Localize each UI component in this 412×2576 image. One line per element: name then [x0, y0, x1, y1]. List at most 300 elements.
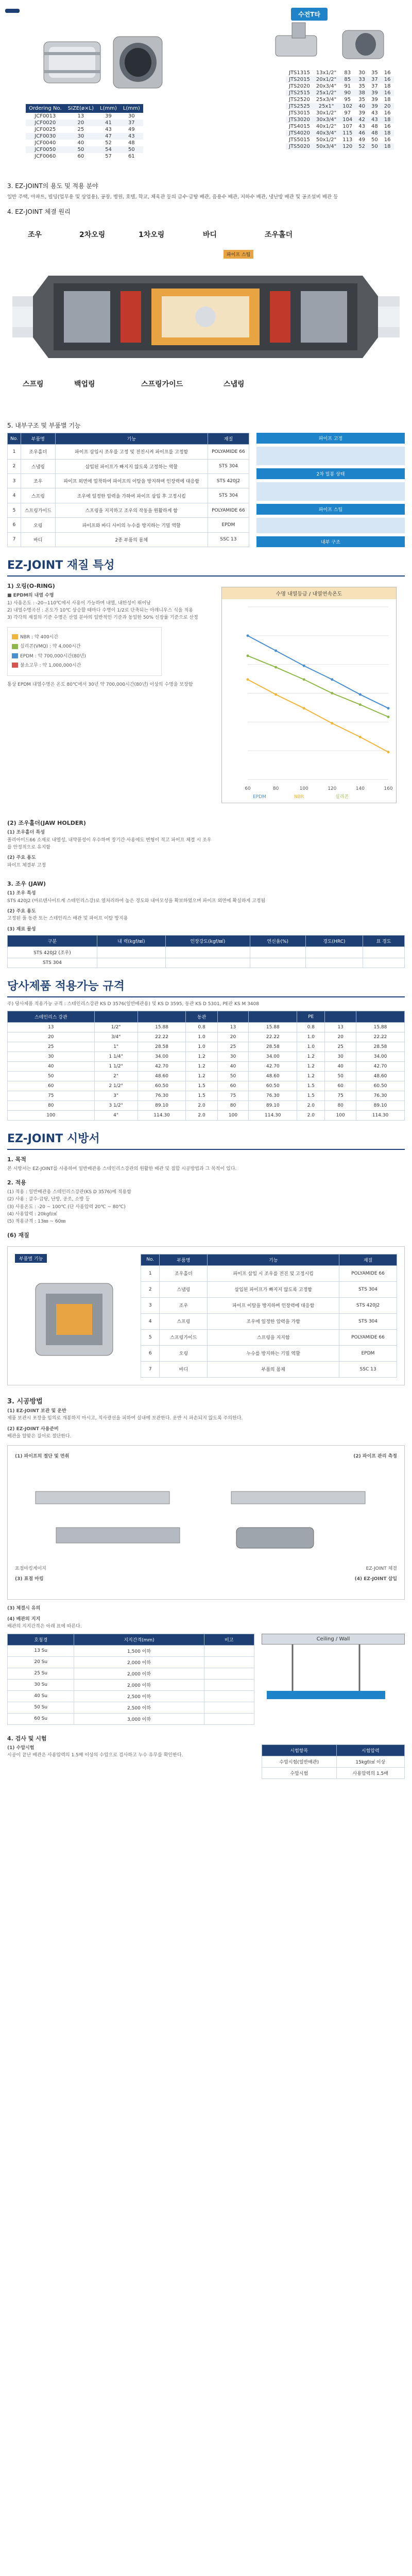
apply-cell: 1.2 — [297, 1062, 325, 1072]
right-product-cell: 20x1/2" — [313, 76, 339, 83]
apply-cell: 2.0 — [186, 1101, 217, 1111]
apply-header-6: PE — [297, 1011, 325, 1023]
support-row — [8, 1713, 254, 1724]
support-cell: 30 Su — [8, 1679, 74, 1690]
structure-table — [7, 433, 249, 547]
structure-cell: 5 — [8, 503, 21, 517]
left-product-cell: 57 — [105, 154, 112, 159]
life-name-4: 불소고무 — [20, 663, 38, 668]
apply-cell: 50 — [8, 1072, 95, 1081]
chart-x-tick: 100 — [299, 786, 308, 792]
parts-header-3: 재질 — [339, 1254, 397, 1265]
material-heading — [7, 547, 405, 577]
coupling-image — [36, 24, 170, 101]
section-structure-title: 5. 내부구조 및 부품별 기능 — [7, 422, 81, 430]
apply-cell: 28.58 — [356, 1042, 405, 1052]
chart-point — [387, 707, 390, 709]
apply-cell: 34.00 — [356, 1052, 405, 1062]
apply-cell: 100 — [325, 1111, 356, 1121]
right-product-cell: 48 — [368, 130, 381, 137]
manual-s1: 본 시방서는 EZ-JOINT를 사용하여 일반배관용 스테인리스강관의 원활한 배관 및 접합 시공방법과 그 목적이 있다. — [7, 1166, 237, 1172]
test-body: 시공이 끝난 배관은 사용압력의 1.5배 이상의 수압으로 검사하고 누수 유무를 확인한다. — [7, 1752, 183, 1758]
support-row — [8, 1679, 254, 1690]
apply-header-5 — [249, 1011, 297, 1023]
right-product-cell: 30 — [358, 70, 366, 76]
structure-cell: 바디 — [21, 532, 56, 547]
holder-use-title: (2) 주요 용도 — [7, 855, 36, 861]
right-product-cell: 85 — [339, 76, 355, 83]
right-product-cell: 16 — [384, 124, 391, 129]
test-cell: 사용압력의 1.5배 — [336, 1767, 404, 1778]
chart-point — [359, 736, 362, 738]
test-cell: 수압시험(일반배관) — [262, 1756, 337, 1767]
apply-cell: 30 — [325, 1052, 356, 1062]
apply-cell: 76.30 — [249, 1091, 297, 1101]
material-section — [0, 577, 412, 814]
apply-row — [8, 1072, 405, 1081]
support-cell: 25 Su — [8, 1668, 74, 1679]
apply-cell: 15.88 — [249, 1023, 297, 1032]
left-product-cell: 25 — [77, 127, 84, 132]
apply-cell: 3" — [94, 1091, 138, 1101]
apply-cell: 34.00 — [138, 1052, 186, 1062]
label-spring: 스프링 — [23, 380, 44, 389]
step-3: (3) 표점 마킹 — [15, 1577, 44, 1582]
manual-s2 — [7, 1189, 405, 1226]
apply-cell: 22.22 — [356, 1032, 405, 1042]
right-product-cell: 33 — [355, 76, 368, 83]
right-product-cell: JTS5015 — [289, 137, 310, 143]
left-product-cell: 39 — [105, 113, 112, 119]
apply-cell: 22.22 — [249, 1032, 297, 1042]
support-cell: 13 Su — [8, 1645, 74, 1656]
label-body: 바디 — [203, 231, 217, 240]
structure-row — [8, 503, 249, 517]
apply-cell: 60 — [325, 1081, 356, 1091]
apply-section — [0, 1001, 412, 1121]
apply-cell: 1" — [94, 1042, 138, 1052]
structure-cell: 파이프와 바디 사이의 누수를 방지하는 기밀 역할 — [55, 518, 208, 532]
right-product-cell: JTS2515 — [286, 90, 313, 96]
support-cell: 50 Su — [8, 1702, 74, 1713]
construction-title: 3. 시공방법 — [7, 1397, 43, 1405]
left-product-cell: 37 — [120, 120, 143, 126]
left-product-cell: 43 — [120, 133, 143, 140]
parts-cell: 조우홀더 — [160, 1265, 208, 1281]
right-product-row — [286, 116, 394, 123]
apply-cell: 50 — [325, 1072, 356, 1081]
left-product-cell: JCF0040 — [35, 140, 56, 146]
jaw-cell — [97, 947, 165, 958]
right-product-cell: 20 — [381, 103, 394, 110]
apply-cell: 2.0 — [297, 1111, 325, 1121]
structure-cell: 조우홀더 — [21, 445, 56, 459]
product-left — [5, 8, 203, 175]
right-product-cell: JTS5020 — [286, 143, 313, 150]
structure-cell: 6 — [8, 518, 21, 532]
right-product-cell: 39 — [368, 103, 381, 110]
construction-s2-title: (2) EZ-JOINT 사용준비 — [7, 1426, 59, 1432]
right-product-row — [286, 96, 394, 103]
section-structure — [0, 415, 412, 547]
oring-body-2: 2) 내열수명곡선 : 온도가 10℃ 상승할 때마다 수명이 1/2로 단축되는 아레니우스 식을 적용 — [7, 607, 193, 613]
test-row — [262, 1767, 405, 1778]
right-product-cell: 16 — [384, 110, 391, 116]
support-header-1: 지지간격(mm) — [74, 1634, 204, 1645]
left-product-cell: 52 — [105, 140, 112, 146]
apply-cell: 40 — [8, 1062, 95, 1072]
life-value-1: 약 400시간 — [34, 634, 59, 640]
manual-s2-5: (5) 적용규격 : 13㎜ ~ 60㎜ — [7, 1219, 66, 1225]
structure-cell: POLYAMIDE 66 — [208, 503, 249, 517]
oring-note: 통상 EPDM 내열수명은 온도 80℃에서 30년 약 700,000시간(80년) 이상의 수명을 보장함 — [7, 682, 193, 688]
chart-point — [387, 716, 390, 718]
apply-cell: 15.88 — [356, 1023, 405, 1032]
jaw-cell — [305, 947, 363, 958]
structure-cell: EPDM — [208, 518, 249, 532]
apply-cell: 30 — [8, 1052, 95, 1062]
right-product-cell: 40x3/4" — [313, 130, 339, 137]
parts-cell: 조우 — [160, 1297, 208, 1313]
jaw-use-title: (2) 주요 용도 — [7, 908, 36, 914]
structure-cell: 파이프 외면에 밀착하여 파이프의 이탈을 방지하며 인장력에 대응함 — [55, 474, 208, 488]
parts-cell: EPDM — [339, 1345, 397, 1361]
apply-cell: 2.0 — [297, 1101, 325, 1111]
right-product-cell: 16 — [381, 90, 394, 96]
right-product-cell: JTS4015 — [289, 124, 310, 129]
parts-cell: SSC 13 — [339, 1361, 397, 1377]
manual-s2-1: (1) 적용 : 일반배관용 스테인리스강관(KS D 3576)에 적용함 — [7, 1189, 131, 1195]
life-name-1: NBR — [20, 634, 30, 640]
right-product-cell: 50x3/4" — [313, 143, 339, 150]
chart-legend-entry: 실리콘 — [335, 794, 349, 800]
left-product-cell: 30 — [65, 133, 97, 140]
structure-cell: 스프링 — [21, 488, 56, 503]
parts-header-0: No. — [141, 1254, 160, 1265]
section-usage — [0, 175, 412, 201]
parts-row — [141, 1345, 397, 1361]
apply-cell: 60.50 — [138, 1081, 186, 1091]
apply-cell: 25 — [8, 1042, 95, 1052]
support-section — [0, 1605, 412, 1789]
left-product-cell: 48 — [128, 140, 135, 146]
steps-box — [7, 1445, 405, 1600]
right-product-cell: 35 — [358, 83, 366, 89]
right-product-row — [286, 123, 394, 130]
left-product-cell: JCF0013 — [35, 113, 56, 119]
chart-x-tick: 60 — [245, 786, 251, 792]
parts-cell: 누수를 방지하는 기밀 역할 — [208, 1345, 339, 1361]
right-product-cell: JTS4020 — [286, 130, 313, 137]
structure-row — [8, 459, 249, 473]
right-product-cell: 113 — [342, 137, 353, 143]
structure-note-3: 파이프 스팁 — [256, 504, 405, 515]
right-product-cell: JTS2015 — [286, 76, 313, 83]
structure-cell: 1 — [8, 445, 21, 459]
right-product-cell: 46 — [355, 130, 368, 137]
section-principle-title: 4. EZ-JOINT 체결 원리 — [7, 208, 71, 216]
support-cell: 2,500 이하 — [74, 1702, 204, 1713]
apply-cell: 42.70 — [138, 1062, 186, 1072]
apply-cell: 2.0 — [186, 1111, 217, 1121]
apply-cell: 114.30 — [249, 1111, 297, 1121]
jaw-feat-title: (1) 조우 특성 — [7, 891, 36, 896]
support-table — [7, 1634, 254, 1725]
apply-cell: 76.30 — [138, 1091, 186, 1101]
jaw-feat: STS 420J2 (마르텐사이트계 스테인리스강)로 열처리하여 높은 경도와 내마모성을 확보하였으며 파이프 외면에 확실하게 고정됨 — [7, 898, 266, 904]
apply-cell: 20 — [8, 1032, 95, 1042]
right-product-cell: 52 — [355, 143, 368, 150]
structure-cell: 스프링을 지지하고 조우의 작동을 원활하게 함 — [55, 503, 208, 517]
holder-use: 파이프 체결부 고정 — [7, 862, 46, 868]
apply-cell: 13 — [8, 1023, 95, 1032]
structure-note-2: 2차 밀봉 상태 — [256, 468, 405, 479]
jaw-cell — [165, 947, 250, 958]
jaw-header-1: 내 력(kgf/㎟) — [97, 936, 165, 947]
apply-cell: 28.58 — [138, 1042, 186, 1052]
test-cell: 수압시험 — [262, 1767, 337, 1778]
apply-header-4 — [217, 1011, 249, 1023]
manual-s2-title: 2. 적용 — [7, 1179, 26, 1186]
right-product-cell: 20x3/4" — [316, 83, 337, 89]
right-product-row — [286, 130, 394, 137]
jaw-cell — [165, 958, 250, 968]
structure-notes — [256, 433, 405, 547]
holder-section — [0, 814, 412, 869]
jaw-header-4: 경도(HRC) — [305, 936, 363, 947]
apply-cell: 30 — [217, 1052, 249, 1062]
apply-cell: 42.70 — [249, 1062, 297, 1072]
chart-point — [247, 655, 249, 657]
parts-cell: 3 — [141, 1297, 160, 1313]
apply-cell: 1.5 — [186, 1081, 217, 1091]
apply-cell: 89.10 — [249, 1101, 297, 1111]
right-product-cell: 43 — [358, 124, 366, 129]
right-product-cell: 95 — [344, 97, 351, 103]
support-row — [8, 1645, 254, 1656]
apply-cell: 60.50 — [249, 1081, 297, 1091]
apply-cell: 34.00 — [249, 1052, 297, 1062]
support-cell: 2,500 이하 — [74, 1690, 204, 1702]
apply-cell: 114.30 — [356, 1111, 405, 1121]
structure-cell: 조우에 일정한 압력을 가하여 파이프 삽입 후 고정시킴 — [55, 488, 208, 503]
jaw-header-2: 인장강도(kgf/㎟) — [165, 936, 250, 947]
structure-cell: 삽입된 파이프가 빠지지 않도록 고정하는 역할 — [55, 459, 208, 473]
chart-point — [274, 666, 277, 669]
caution-title: (3) 체결시 유의 — [7, 1606, 41, 1612]
life-list: NBR : 약 400시간 실리콘(VMQ) : 약 4,000시간 EPDM : 약 700,000시간(80년) 불소고무 : 약 1,000,000시간 — [7, 627, 162, 676]
life-chart-svg — [222, 599, 396, 800]
apply-cell: 13 — [217, 1023, 249, 1032]
left-product-row — [26, 140, 143, 146]
parts-cell: POLYAMIDE 66 — [339, 1265, 397, 1281]
right-product-cell: 83 — [344, 70, 351, 76]
right-product-cell: 50x1/2" — [316, 137, 337, 143]
tool-1: 표점마킹게이지 — [15, 1566, 46, 1571]
right-product-row — [286, 76, 394, 83]
chart-series-line — [248, 680, 388, 752]
apply-cell: 1.2 — [297, 1052, 325, 1062]
jaw-cell — [305, 958, 363, 968]
holder-body: 폴리아미드66 소재로 내열성, 내약품성이 우수하며 장기간 사용에도 변형이 적고 파이프 체결 시 조우를 안정적으로 유지함 — [7, 837, 212, 850]
support-cell — [204, 1656, 254, 1668]
left-product-cell: 54 — [97, 146, 120, 153]
right-product-cell: 43 — [368, 116, 381, 123]
apply-cell: 75 — [217, 1091, 249, 1101]
support-cell: 3,000 이하 — [74, 1713, 204, 1724]
support-cell — [204, 1702, 254, 1713]
right-product-cell: 39 — [358, 110, 366, 116]
chart-point — [331, 679, 333, 681]
right-product-cell: 39 — [371, 97, 378, 103]
right-product-cell: 37 — [371, 83, 378, 89]
apply-cell: 1.2 — [297, 1072, 325, 1081]
oring-title: 1) 오링(O-RING) — [7, 583, 55, 590]
left-product-row — [26, 120, 143, 126]
parts-cell: POLYAMIDE 66 — [339, 1329, 397, 1345]
support-cell: 60 Su — [8, 1713, 74, 1724]
parts-row — [141, 1297, 397, 1313]
right-product-cell: 13x1/2" — [316, 70, 337, 76]
parts-row — [141, 1265, 397, 1281]
apply-cell: 4" — [94, 1111, 138, 1121]
apply-cell: 1.0 — [297, 1042, 325, 1052]
right-product-cell: JTS1315 — [289, 70, 310, 76]
apply-note: 주) 당사제품 적용가능 규격 : 스테인리스강관 KS D 3576(일반배관용) 및 KS D 3595, 동관 KS D 5301, PE관 KS M 3408 — [7, 1002, 259, 1007]
right-product-cell: 18 — [381, 116, 394, 123]
left-product-cell: 47 — [97, 133, 120, 140]
apply-cell: 28.58 — [249, 1042, 297, 1052]
manual-s2-4: (4) 사용압력 : 20kgf/㎠ — [7, 1212, 57, 1217]
product-area — [0, 0, 412, 175]
apply-cell: 0.8 — [186, 1023, 217, 1032]
structure-cell: POLYAMIDE 66 — [208, 445, 249, 459]
apply-row — [8, 1081, 405, 1091]
structure-header-3: 재질 — [208, 433, 249, 445]
apply-cell: 60 — [217, 1081, 249, 1091]
right-product-cell: 35 — [358, 97, 366, 103]
chart-point — [359, 693, 362, 696]
structure-row — [8, 532, 249, 547]
parts-table — [141, 1254, 397, 1378]
parts-row — [141, 1361, 397, 1377]
ceiling-svg — [262, 1645, 390, 1717]
parts-cell: 오링 — [160, 1345, 208, 1361]
parts-badge: 부품별 기능 — [15, 1254, 47, 1263]
structure-cell: 파이프 삽입시 조우를 고정 및 전진시켜 파이프를 고정함 — [55, 445, 208, 459]
jaw-cell — [250, 947, 305, 958]
support-cell — [204, 1713, 254, 1724]
structure-row — [8, 488, 249, 503]
apply-cell: 25 — [217, 1042, 249, 1052]
apply-header-7 — [325, 1011, 356, 1023]
label-2nd-oring: 2차오링 — [79, 231, 106, 240]
left-product-header-0: Ordering No. — [26, 104, 65, 113]
jaw-compare-table — [7, 935, 405, 968]
parts-cell: 부품의 몸체 — [208, 1361, 339, 1377]
right-product-cell: 50 — [368, 143, 381, 150]
support-cell: 40 Su — [8, 1690, 74, 1702]
life-value-4: 약 1,000,000시간 — [42, 663, 81, 668]
apply-cell: 1.5 — [297, 1081, 325, 1091]
life-name-2: 실리콘(VMQ) — [20, 644, 48, 650]
left-product-cell: 50 — [120, 146, 143, 153]
product-left-table — [26, 104, 143, 160]
left-product-header-1: SIZE(ø×L) — [65, 104, 97, 113]
right-product-cell: 115 — [339, 130, 355, 137]
chart-point — [303, 707, 305, 709]
support-row — [8, 1690, 254, 1702]
parts-drawing — [15, 1263, 133, 1376]
support-cell — [204, 1679, 254, 1690]
left-product-header-3: L(mm) — [120, 104, 143, 113]
structure-cell: 조우 — [21, 474, 56, 488]
structure-row — [8, 474, 249, 488]
jaw-use: 고정된 풀 동관 또는 스테인리스 배관 및 파이프 이탈 방지용 — [7, 916, 128, 922]
right-product-cell: 30x3/4" — [313, 116, 339, 123]
apply-title: 당사제품 적용가능 규격 — [7, 980, 125, 993]
structure-header-2: 기능 — [55, 433, 208, 445]
test-sub: (1) 수압시험 — [7, 1745, 35, 1751]
apply-header-3: 동관 — [186, 1011, 217, 1023]
jaw-title: 3. 조우 (JAW) — [7, 880, 46, 888]
apply-heading — [7, 968, 405, 997]
support-cell: 20 Su — [8, 1656, 74, 1668]
right-product-cell: 50 — [371, 137, 378, 143]
jaw-cell — [363, 947, 405, 958]
ceiling-label: Ceiling / Wall — [262, 1634, 405, 1645]
manual-s2-2: (2) 사용 : 급수·급탕, 난방, 공조, 소방 등 — [7, 1197, 90, 1202]
left-product-row — [26, 126, 143, 133]
apply-cell: 20 — [325, 1032, 356, 1042]
construction-section — [0, 1391, 412, 1440]
left-product-cell: JCF0050 — [26, 146, 65, 153]
support-header-0: 호칭경 — [8, 1634, 74, 1645]
parts-cell: 바디 — [160, 1361, 208, 1377]
right-product-row — [286, 137, 394, 143]
support-cell: 2,000 이하 — [74, 1668, 204, 1679]
life-name-3: EPDM — [20, 653, 33, 659]
parts-cell: 삽입된 파이프가 빠지지 않도록 고정함 — [208, 1281, 339, 1297]
structure-header-0: No. — [8, 433, 21, 445]
apply-cell: 60.50 — [356, 1081, 405, 1091]
apply-cell: 48.60 — [356, 1072, 405, 1081]
right-product-row — [286, 83, 394, 90]
step-4: (4) EZ-JOINT 삽입 — [354, 1577, 397, 1582]
left-product-cell: 30 — [128, 113, 135, 119]
structure-cell: 오링 — [21, 518, 56, 532]
right-product-cell: 97 — [344, 110, 351, 116]
chart-point — [359, 703, 362, 706]
step-1: (1) 파이프의 절단 및 면취 — [15, 1454, 70, 1460]
label-backup-ring: 백업링 — [74, 380, 95, 389]
right-product-row — [286, 110, 394, 116]
parts-row — [141, 1313, 397, 1329]
right-product-cell: 16 — [384, 137, 391, 143]
right-product-cell: 90 — [339, 90, 355, 96]
structure-note-4: 내부 구조 — [256, 536, 405, 547]
manual-s1-title: 1. 목적 — [7, 1156, 26, 1163]
left-product-cell: JCF0020 — [26, 120, 65, 126]
parts-cell: STS 304 — [339, 1313, 397, 1329]
right-product-cell: JTS2020 — [289, 83, 310, 89]
structure-cell: STS 304 — [208, 488, 249, 503]
structure-cell: 2종 부품의 몸체 — [55, 532, 208, 547]
apply-header-1 — [94, 1011, 138, 1023]
jaw-row — [8, 947, 405, 958]
oring-sub: ■ EPDM의 내열 수명 — [7, 593, 54, 599]
structure-cell: 2 — [8, 459, 21, 473]
